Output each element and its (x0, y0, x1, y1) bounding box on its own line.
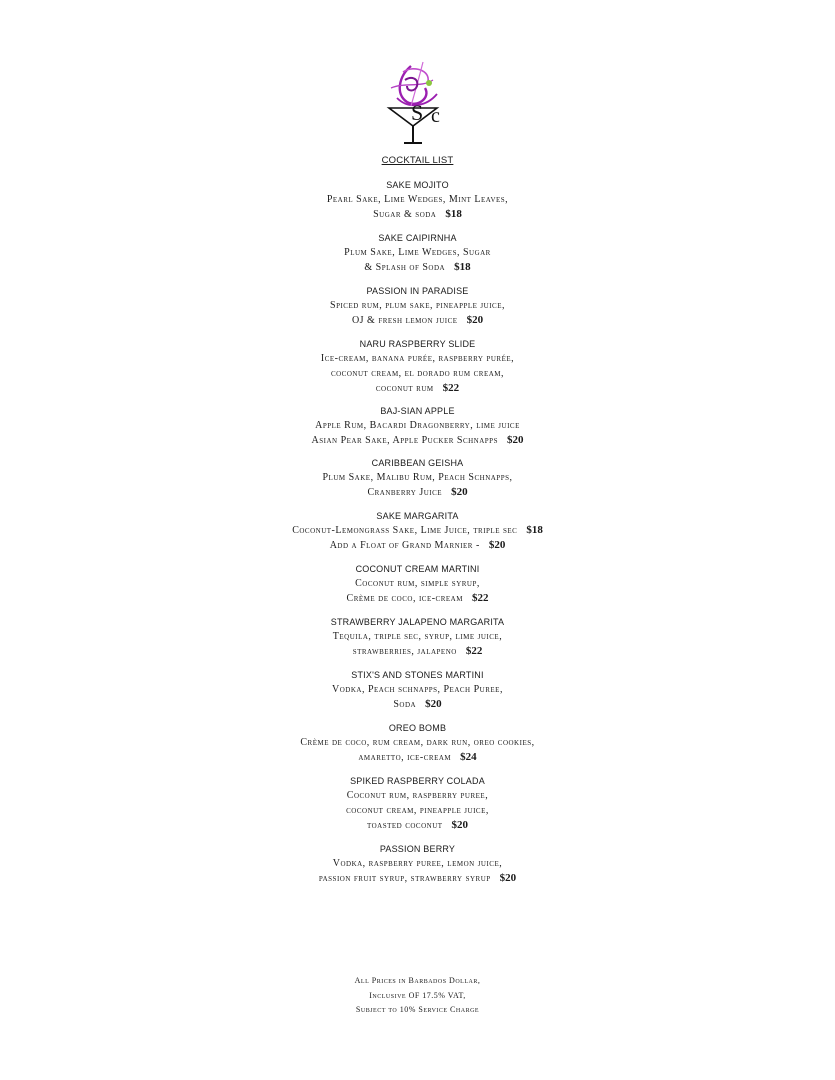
menu-item (0, 404, 835, 448)
menu-item-description (0, 260, 835, 275)
description-text: Vodka, raspberry puree, lemon juice, (332, 858, 503, 869)
description-text: Asian Pear Sake, Apple Pucker Schnapps (311, 435, 498, 446)
menu-item-price: $18 (445, 208, 462, 220)
logo-letters: S (411, 100, 424, 125)
menu-item-price: $20 (425, 698, 442, 710)
menu-item-description (0, 629, 835, 644)
menu-item-price: $24 (460, 751, 477, 763)
menu-item-description (0, 313, 835, 328)
description-text: Apple Rum, Bacardi Dragonberry, lime juice (315, 420, 520, 431)
description-text: & Splash of Soda (364, 262, 446, 273)
menu-item (0, 178, 835, 222)
description-text: Crème de coco, rum cream, dark run, oreo cookies, (300, 737, 535, 748)
description-text: Plum Sake, Malibu Rum, Peach Schnapps, (322, 472, 513, 483)
menu-item-description (0, 366, 835, 381)
menu-item-description (0, 856, 835, 871)
menu-item-name: COCONUT CREAM MARTINI (355, 564, 480, 574)
description-text: coconut cream, el dorado rum cream, (330, 368, 505, 379)
description-text: coconut rum (375, 383, 434, 394)
cocktail-glass-logo-icon (381, 58, 453, 150)
menu-item (0, 842, 835, 886)
menu-item-description (0, 871, 835, 886)
menu-item-description (0, 697, 835, 712)
menu-item-description (0, 418, 835, 433)
menu-item-description (0, 682, 835, 697)
description-text: Spiced rum, plum sake, pineapple juice, (330, 300, 505, 311)
menu-item-description (0, 803, 835, 818)
description-text: Soda (393, 699, 417, 710)
menu-item-name: CARIBBEAN GEISHA (371, 458, 464, 468)
description-text: Add a Float of Grand Marnier - (329, 540, 480, 551)
menu-item-description (0, 245, 835, 260)
menu-item-name: SPIKED RASPBERRY COLADA (350, 776, 485, 786)
description-text: Ice-cream, banana purée, raspberry purée, (320, 353, 515, 364)
menu-item-description (0, 818, 835, 833)
menu-item-price: $20 (506, 434, 524, 446)
menu-item-description (0, 298, 835, 313)
menu-item-price: $20 (499, 872, 517, 884)
description-text: Coconut rum, raspberry puree, (346, 790, 489, 801)
menu-item (0, 721, 835, 765)
menu-item-description (0, 433, 835, 448)
menu-item-description (0, 538, 835, 553)
menu-item-description (0, 523, 835, 538)
menu-item-name: PASSION BERRY (379, 844, 456, 854)
menu-item-description (0, 485, 835, 500)
description-text: Pearl Sake, Lime Wedges, Mint Leaves, (326, 194, 509, 205)
description-text: Cranberry Juice (367, 487, 443, 498)
menu-item (0, 337, 835, 396)
menu-item (0, 668, 835, 712)
menu-item-name: SAKE CAIPIRNHA (378, 233, 457, 243)
description-text: OJ & fresh lemon juice (351, 315, 458, 326)
menu-item-description (0, 192, 835, 207)
svg-text:c: c (431, 105, 440, 127)
menu-item (0, 231, 835, 275)
menu-item-description (0, 644, 835, 659)
price-footnote (0, 974, 835, 1018)
menu-item-price: $18 (526, 524, 543, 536)
description-text: toasted coconut (366, 820, 443, 831)
menu-item-description (0, 591, 835, 606)
menu-item-price: $20 (488, 539, 506, 551)
menu-item-name: BAJ-SIAN APPLE (380, 406, 455, 416)
menu-item-name: OREO BOMB (388, 723, 447, 733)
menu-item-description (0, 735, 835, 750)
description-text: Plum Sake, Lime Wedges, Sugar (344, 247, 491, 258)
menu-item-description (0, 788, 835, 803)
menu-item-price: $20 (451, 486, 468, 498)
menu-item-description (0, 351, 835, 366)
menu-item-name: STIX'S AND STONES MARTINI (351, 670, 484, 680)
menu-item (0, 509, 835, 553)
menu-item-name: PASSION IN PARADISE (366, 286, 469, 296)
description-text: Crème de coco, ice-cream (346, 593, 463, 604)
menu-item-name: SAKE MARGARITA (376, 511, 459, 521)
description-text: amaretto, ice-cream (358, 752, 452, 763)
footer-line: Inclusive OF 17.5% VAT, (369, 990, 466, 1000)
description-text: coconut cream, pineapple juice, (346, 805, 489, 816)
menu-item-description (0, 750, 835, 765)
menu-item-description (0, 207, 835, 222)
menu-item (0, 284, 835, 328)
menu-item (0, 562, 835, 606)
menu-item-name: STRAWBERRY JALAPENO MARGARITA (330, 617, 505, 627)
menu-item-price: $22 (471, 592, 489, 604)
description-text: Vodka, Peach schnapps, Peach Puree, (332, 684, 503, 695)
menu-item (0, 456, 835, 500)
description-text: Coconut rum, simple syrup, (355, 578, 480, 589)
description-text: Sugar & soda (373, 209, 437, 220)
menu-item-price: $22 (442, 382, 460, 394)
footer-line: All Prices in Barbados Dollar, (354, 976, 481, 985)
menu-item-price: $22 (465, 645, 483, 657)
menu-item-price: $18 (454, 261, 471, 273)
cocktail-menu (0, 178, 835, 895)
menu-item-name: SAKE MOJITO (386, 180, 449, 190)
page-title: COCKTAIL LIST (381, 155, 454, 166)
footer-line: Subject to 10% Service Charge (355, 1005, 480, 1014)
description-text: Coconut-Lemongrass Sake, Lime Juice, triple sec (292, 525, 518, 536)
menu-item-description (0, 381, 835, 396)
menu-item (0, 774, 835, 833)
menu-item-name: NARU RASPBERRY SLIDE (359, 339, 476, 349)
menu-item-price: $20 (451, 819, 469, 831)
description-text: strawberries, jalapeno (352, 646, 457, 657)
menu-item-price: $20 (466, 314, 484, 326)
description-text: passion fruit syrup, strawberry syrup (318, 873, 491, 884)
menu-item-description (0, 576, 835, 591)
menu-item (0, 615, 835, 659)
description-text: Tequila, triple sec, syrup, lime juice, (332, 631, 503, 642)
menu-item-description (0, 470, 835, 485)
